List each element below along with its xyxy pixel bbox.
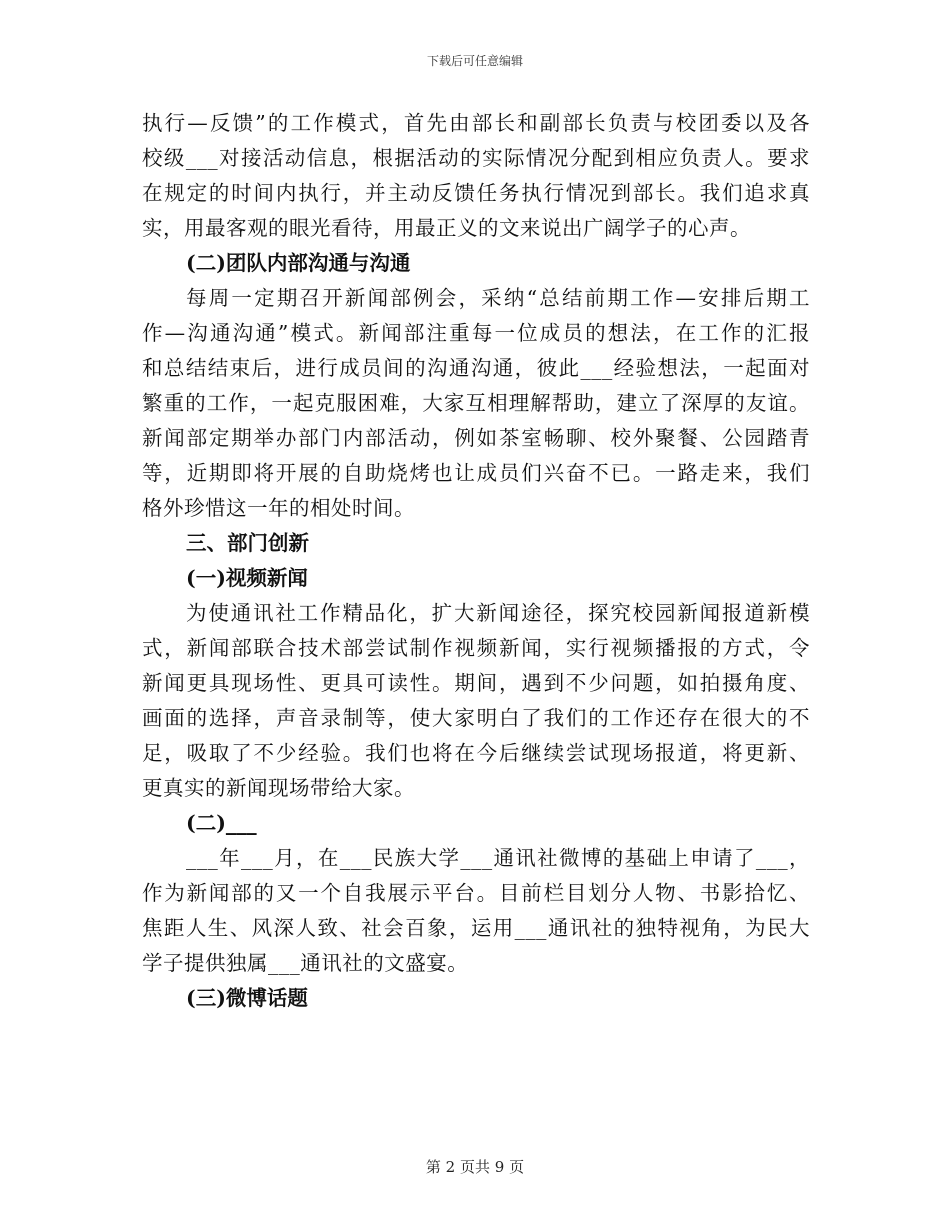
paragraph-line: 画面的选择，声音录制等，使大家明白了我们的工作还存在很大的不	[142, 706, 810, 730]
paragraph-line: 格外珍惜这一年的相处时间。	[142, 496, 415, 520]
section-heading: (三)微博话题	[186, 986, 308, 1010]
section-heading: (二)___	[186, 811, 257, 835]
paragraph-line: 足，吸取了不少经验。我们也将在今后继续尝试现场报道，将更新、	[142, 741, 810, 765]
paragraph-line: 新闻更具现场性、更具可读性。期间，遇到不少问题，如拍摄角度、	[142, 671, 810, 695]
paragraph-line: 实，用最客观的眼光看待，用最正义的文来说出广阔学子的心声。	[142, 216, 751, 240]
paragraph-line: 新闻部定期举办部门内部活动，例如茶室畅聊、校外聚餐、公园踏青	[142, 426, 810, 450]
page-footer: 第 2 页共 9 页	[425, 1158, 525, 1176]
paragraph-line: 学子提供独属___通讯社的文盛宴。	[142, 951, 469, 975]
paragraph-line: 焦距人生、风深人致、社会百象，运用___通讯社的独特视角，为民大	[142, 916, 810, 940]
paragraph-line: 在规定的时间内执行，并主动反馈任务执行情况到部长。我们追求真	[142, 181, 810, 205]
section-heading: (二)团队内部沟通与沟通	[186, 251, 411, 275]
paragraph-line: 繁重的工作，一起克服困难，大家互相理解帮助，建立了深厚的友谊。	[142, 391, 810, 415]
paragraph-line: 等，近期即将开展的自助烧烤也让成员们兴奋不已。一路走来，我们	[142, 461, 810, 485]
section-heading: 三、部门创新	[186, 531, 309, 555]
paragraph-line: 作—沟通沟通”模式。新闻部注重每一位成员的想法，在工作的汇报	[142, 321, 810, 345]
paragraph-line: 校级___对接活动信息，根据活动的实际情况分配到相应负责人。要求	[142, 146, 810, 170]
paragraph-line: 更真实的新闻现场带给大家。	[142, 776, 415, 800]
paragraph-line: 式，新闻部联合技术部尝试制作视频新闻，实行视频播报的方式，令	[142, 636, 810, 660]
paragraph-line: 每周一定期召开新闻部例会，采纳“总结前期工作—安排后期工	[186, 286, 810, 310]
paragraph-line: ___年___月，在___民族大学___通讯社微博的基础上申请了___，	[186, 846, 810, 870]
paragraph-line: 和总结结束后，进行成员间的沟通沟通，彼此___经验想法，一起面对	[142, 356, 810, 380]
section-heading: (一)视频新闻	[186, 566, 308, 590]
document-body	[142, 106, 810, 1016]
paragraph-line: 作为新闻部的又一个自我展示平台。目前栏目划分人物、书影拾忆、	[142, 881, 810, 905]
paragraph-line: 执行—反馈”的工作模式，首先由部长和副部长负责与校团委以及各	[142, 111, 810, 135]
paragraph-line: 为使通讯社工作精品化，扩大新闻途径，探究校园新闻报道新模	[186, 601, 810, 625]
page-header: 下载后可任意编辑	[426, 54, 523, 68]
